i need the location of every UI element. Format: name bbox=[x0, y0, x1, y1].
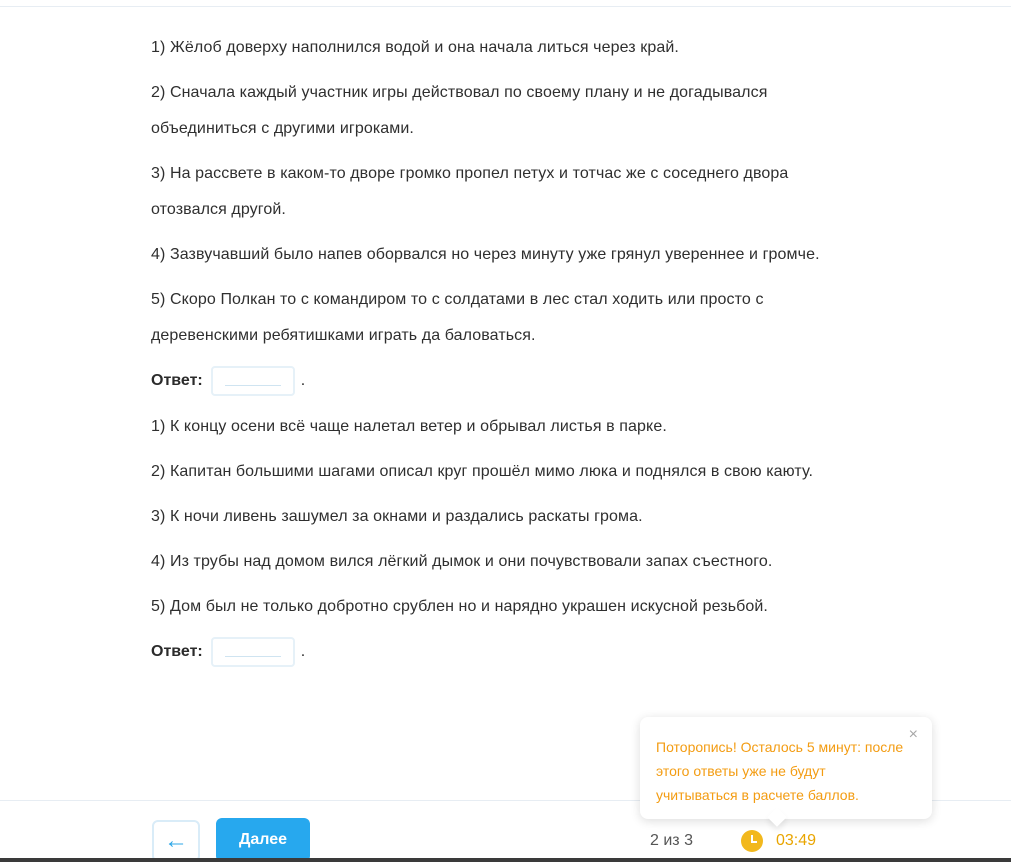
top-divider bbox=[0, 6, 1011, 7]
answer-dot: . bbox=[300, 643, 306, 660]
next-button[interactable]: Далее bbox=[216, 818, 310, 862]
time-warning-toast bbox=[640, 717, 932, 819]
answer-row bbox=[151, 363, 841, 399]
exercise-content bbox=[151, 30, 841, 680]
sentence-item: 4) Из трубы над домом вился лёгкий дымок и они почувствовали запах съестного. bbox=[151, 553, 773, 570]
sentence-item: 2) Сначала каждый участник игры действовал по своему плану и не догадывался объединиться с другими игроками. bbox=[151, 84, 768, 137]
answer-dot: . bbox=[300, 372, 306, 389]
sentence-item: 1) К концу осени всё чаще налетал ветер и обрывал листья в парке. bbox=[151, 418, 667, 435]
answer-input[interactable] bbox=[211, 366, 295, 396]
sentence-item: 2) Капитан большими шагами описал круг прошёл мимо люка и поднялся в свою каюту. bbox=[151, 463, 814, 480]
answer-row bbox=[151, 634, 841, 670]
answer-input[interactable] bbox=[211, 637, 295, 667]
answer-label: Ответ: bbox=[151, 372, 203, 389]
arrow-left-icon: ← bbox=[164, 827, 188, 854]
close-icon[interactable]: × bbox=[908, 726, 918, 743]
bottom-edge bbox=[0, 858, 1011, 862]
sentence-item: 3) На рассвете в каком-то дворе громко пропел петух и тотчас же с соседнего двора отозвался другой. bbox=[151, 165, 789, 218]
toast-pointer bbox=[767, 807, 787, 827]
sentence-item: 5) Дом был не только добротно срублен но и нарядно украшен искусной резьбой. bbox=[151, 598, 768, 615]
sentence-item: 3) К ночи ливень зашумел за окнами и раздались раскаты грома. bbox=[151, 508, 643, 525]
clock-icon bbox=[741, 830, 763, 852]
sentence-item: 4) Зазвучавший было напев оборвался но через минуту уже грянул увереннее и громче. bbox=[151, 246, 820, 263]
toast-message: Поторопись! Осталось 5 минут: после этого ответы уже не будут учитываться в расчете баллов. bbox=[656, 739, 904, 803]
timer: 03:49 bbox=[776, 832, 817, 849]
answer-label: Ответ: bbox=[151, 643, 203, 660]
back-button[interactable] bbox=[152, 820, 200, 862]
sentence-item: 5) Скоро Полкан то с командиром то с солдатами в лес стал ходить или просто с деревенскими ребятишками играть да баловаться. bbox=[151, 291, 764, 344]
page-counter: 2 из 3 bbox=[650, 832, 693, 849]
sentence-item: 1) Жёлоб доверху наполнился водой и она начала литься через край. bbox=[151, 39, 679, 56]
